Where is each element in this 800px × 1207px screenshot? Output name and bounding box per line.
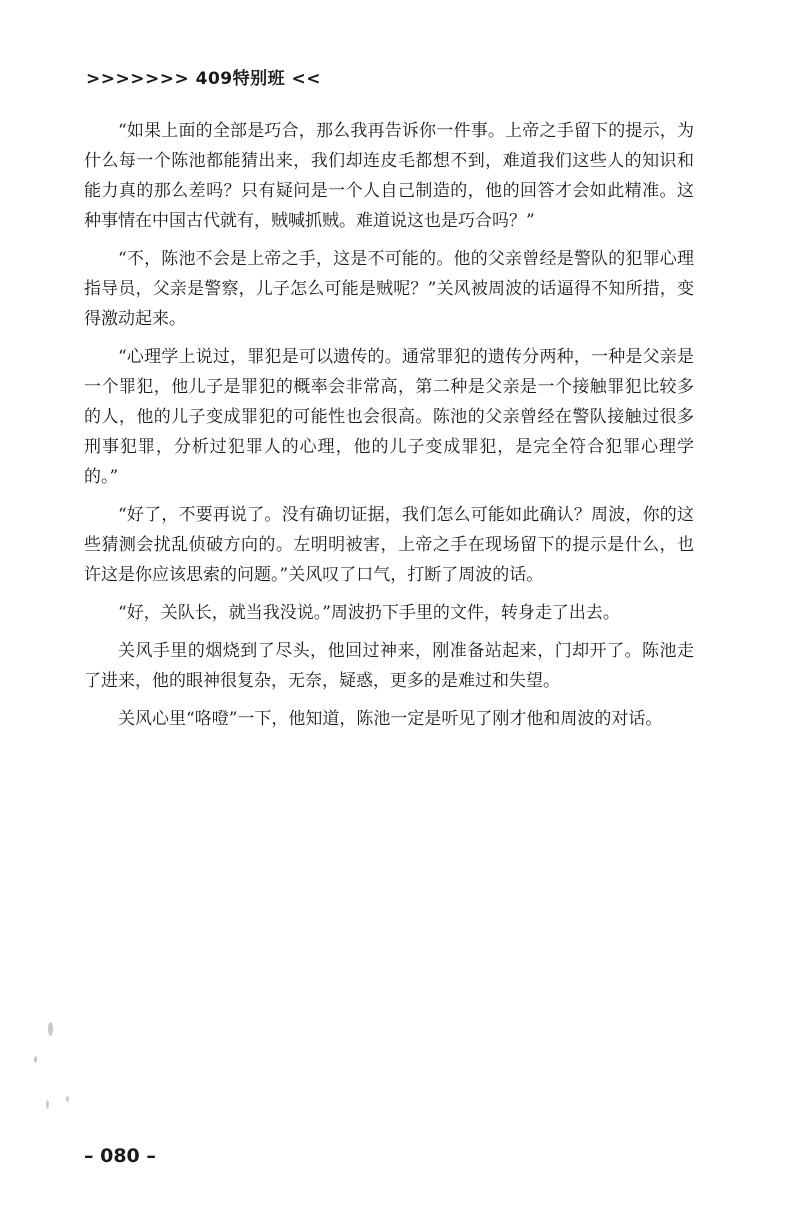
body-text [84,116,694,742]
paragraph: 关风心里“咯噔”一下，他知道，陈池一定是听见了刚才他和周波的对话。 [118,709,663,729]
paragraph: “好了，不要再说了。没有确切证据，我们怎么可能如此确认？周波，你的这些猜测会扰乱侦破方向的。左明明被害，上帝之手在现场留下的提示是什么，也许这是你应该思索的问题。”关风叹了口气，打断了周波的话。 [84,505,694,585]
paragraph: “心理学上说过，罪犯是可以遗传的。通常罪犯的遗传分两种，一种是父亲是一个罪犯，他儿子是罪犯的概率会非常高，第二种是父亲是一个接触罪犯比较多的人，他的儿子变成罪犯的可能性也会很高。陈池的父亲曾经在警队接触过很多刑事犯罪，分析过犯罪人的心理，他的儿子变成罪犯，是完全符合犯罪心理学的。” [84,347,694,487]
paragraph: “如果上面的全部是巧合，那么我再告诉你一件事。上帝之手留下的提示，为什么每一个陈池都能猜出来，我们却连皮毛都想不到，难道我们这些人的知识和能力真的那么差吗？只有疑问是一个人自己制造的，他的回答才会如此精准。这种事情在中国古代就有，贼喊抓贼。难道说这也是巧合吗？” [84,121,694,231]
paragraph: “好，关队长，就当我没说。”周波扔下手里的文件，转身走了出去。 [118,603,620,623]
paragraph: 关风手里的烟烧到了尽头，他回过神来，刚准备站起来，门却开了。陈池走了进来，他的眼神很复杂，无奈，疑惑，更多的是难过和失望。 [84,641,694,691]
scan-speck [66,1096,69,1102]
scan-speck [46,1100,49,1109]
scan-speck [48,1022,53,1036]
page-number: – 080 – [84,1145,156,1167]
paragraph: “不，陈池不会是上帝之手，这是不可能的。他的父亲曾经是警队的犯罪心理指导员，父亲是警察，儿子怎么可能是贼呢？”关风被周波的话逼得不知所措，变得激动起来。 [84,249,694,329]
running-header: >>>>>>> 409特别班 << [86,69,322,89]
scan-speck [34,1056,37,1063]
